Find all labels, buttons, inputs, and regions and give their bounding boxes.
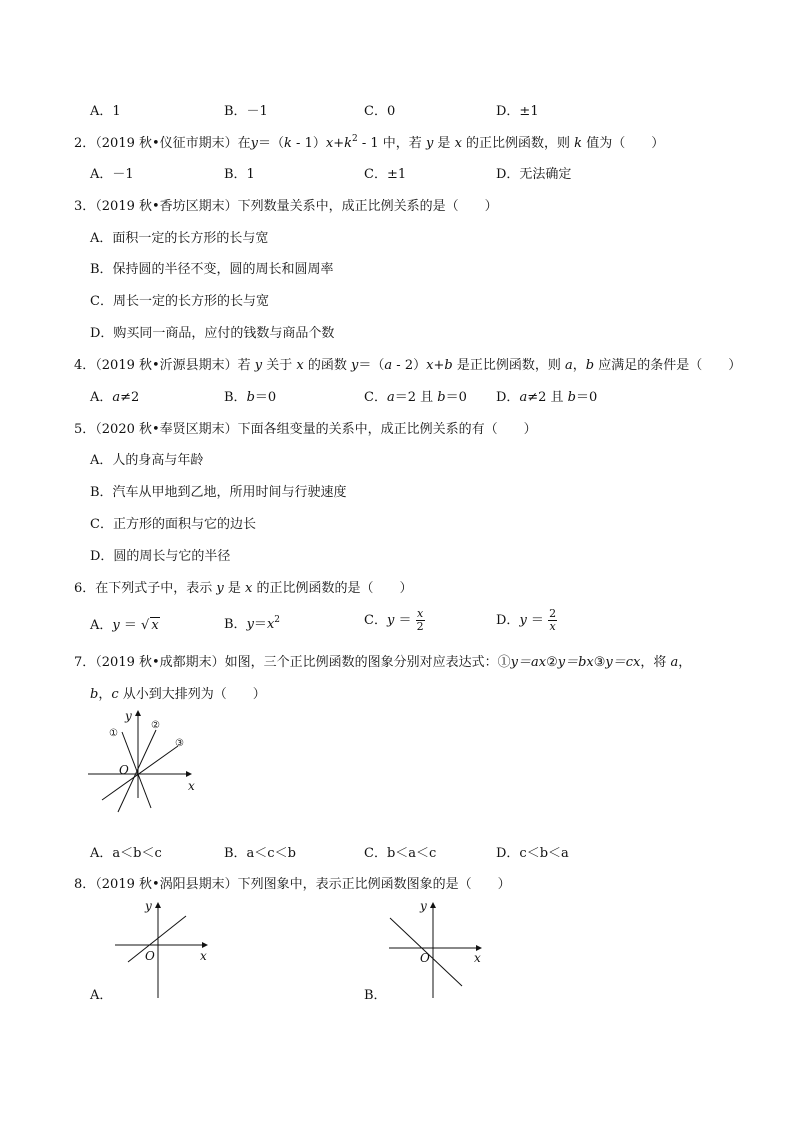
q1-option-c: C．0 — [364, 104, 396, 119]
q5-stem: 5．（2020 秋•奉贤区期末）下面各组变量的关系中，成正比例关系的有（ ） — [74, 422, 537, 437]
q2-option-d: D．无法确定 — [496, 167, 572, 182]
q8-graph-a — [110, 898, 220, 1000]
q3-option-c: C．周长一定的长方形的长与宽 — [90, 294, 269, 309]
q7-option-b: B．a＜c＜b — [224, 846, 296, 861]
x-axis-label: x — [200, 949, 207, 963]
q7-stem-line2: b，c 从小到大排列为（ ） — [90, 687, 266, 702]
origin-label: O — [145, 949, 155, 963]
q6-option-a: A．y ＝ √ x — [90, 618, 159, 633]
graph-line — [128, 916, 186, 962]
x-axis-arrow — [186, 771, 192, 777]
q1-option-b: B．－1 — [224, 104, 268, 119]
q4-stem: 4．（2019 秋•沂源县期末）若 y 关于 x 的函数 y＝（a - 2）x+b 是正比例函数，则 a，b 应满足的条件是（ ） — [74, 358, 742, 373]
q4-option-a: A．a≠2 — [90, 390, 140, 405]
x-axis-label: x — [474, 951, 481, 965]
q4-option-c: C．a＝2 且 b＝0 — [364, 390, 467, 405]
q5-option-b: B．汽车从甲地到乙地，所用时间与行驶速度 — [90, 485, 347, 500]
q3-option-b: B．保持圆的半径不变，圆的周长和圆周率 — [90, 262, 334, 277]
y-axis-arrow — [135, 710, 141, 716]
q5-option-d: D．圆的周长与它的半径 — [90, 549, 231, 564]
q7-option-c: C．b＜a＜c — [364, 846, 437, 861]
q5-option-a: A．人的身高与年龄 — [90, 453, 204, 468]
q4-option-d: D．a≠2 且 b＝0 — [496, 390, 598, 405]
origin-label: O — [420, 951, 430, 965]
q3-option-d: D．购买同一商品，应付的钱数与商品个数 — [90, 326, 335, 341]
line-2-label: ② — [151, 720, 160, 731]
fraction: $\frac{2}{x}$ — [549, 607, 557, 633]
q2-option-c: C．±1 — [364, 167, 407, 182]
line-1-label: ① — [109, 728, 118, 739]
q7-option-d: D．c＜b＜a — [496, 846, 569, 861]
y-axis-label: y — [145, 899, 152, 913]
q2-option-a: A．－1 — [90, 167, 134, 182]
graph-line-3 — [102, 746, 178, 800]
q4-option-b: B．b＝0 — [224, 390, 277, 405]
q8-option-b-label: B． — [364, 988, 387, 1003]
q8-graph-b — [384, 898, 494, 1000]
x-axis-label: x — [188, 779, 195, 793]
q6-option-b: B．$y=x^2$ — [224, 615, 281, 632]
q5-option-c: C．正方形的面积与它的边长 — [90, 517, 256, 532]
y-axis-label: y — [420, 899, 427, 913]
q3-stem: 3．（2019 秋•香坊区期末）下列数量关系中，成正比例关系的是（ ） — [74, 199, 498, 214]
sqrt-sign: √ — [141, 618, 150, 633]
q2-stem: 2．（2019 秋•仪征市期末）在$y=(k - 1)x+k^2 - 1$ 中，若 y 是 x 的正比例函数，则 k 值为（ ） — [74, 134, 665, 151]
q6-option-d: D．y ＝ $\frac{2}{x}$ — [496, 607, 557, 633]
q3-option-a: A．面积一定的长方形的长与宽 — [90, 231, 269, 246]
line-3-label: ③ — [175, 738, 184, 749]
y-axis-arrow — [155, 902, 161, 908]
fraction: $\frac{x}{2}$ — [416, 607, 424, 633]
q8-stem: 8．（2019 秋•涡阳县期末）下列图象中，表示正比例函数图象的是（ ） — [74, 877, 511, 892]
q6-stem: 6．在下列式子中，表示 y 是 x 的正比例函数的是（ ） — [74, 581, 413, 596]
q8-option-a-label: A． — [90, 988, 113, 1003]
q7-graph — [88, 708, 208, 804]
q1-option-a: A．1 — [90, 104, 121, 119]
y-axis-arrow — [430, 902, 436, 908]
q7-stem-line1: 7．（2019 秋•成都期末）如图，三个正比例函数的图象分别对应表达式：①y＝ax②y＝bx③y＝cx，将 a， — [74, 655, 692, 670]
x-axis-arrow — [202, 942, 208, 948]
q1-option-d: D．±1 — [496, 104, 539, 119]
y-axis-label: y — [125, 709, 132, 723]
q6-option-c: C．y ＝ $\frac{x}{2}$ — [364, 607, 424, 633]
origin-label: O — [119, 763, 129, 777]
q2-option-b: B．1 — [224, 167, 255, 182]
q7-option-a: A．a＜b＜c — [90, 846, 162, 861]
